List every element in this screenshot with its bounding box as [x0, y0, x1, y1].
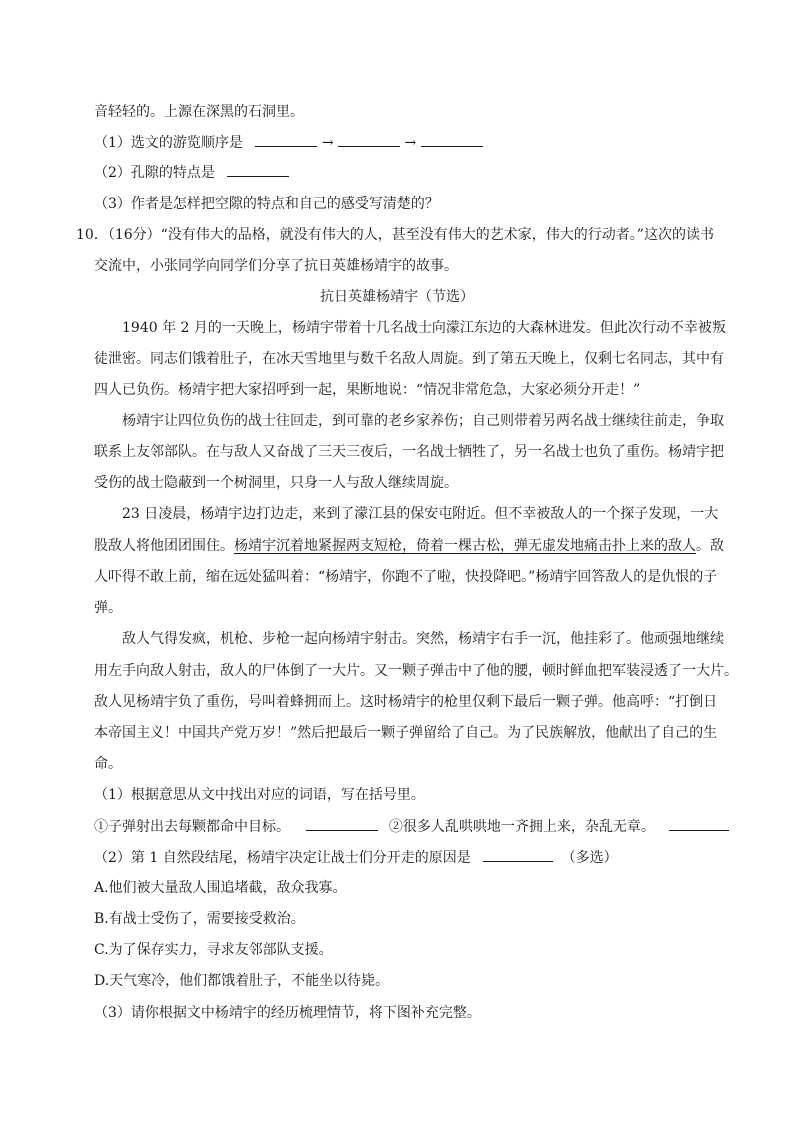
q10-sub2-label: （2）第 1 自然段结尾，杨靖宇决定让战士们分开走的原因是	[94, 850, 471, 866]
para-1-line-2: 徒泄密。同志们饿着肚子，在冰天雪地里与数千名敌人周旋。到了第五天晚上，仅剩七名同志，其中有	[94, 351, 724, 367]
option-a: A.他们被大量敌人围追堵截，敌众我寡。	[94, 880, 347, 896]
q9-sub2	[94, 162, 289, 182]
option-c: C.为了保存实力，寻求友邻部队支援。	[94, 942, 333, 958]
previous-passage-tail: 音轻轻的。上源在深黑的石洞里。	[94, 104, 304, 120]
para-3-line-4: 弹。	[94, 600, 122, 616]
q10-sub1-blank-b[interactable]	[669, 816, 729, 831]
q9-sub1-blank-2[interactable]	[338, 132, 400, 147]
q9-sub1-blank-1[interactable]	[255, 132, 317, 147]
q10-sub2-tag: （多选）	[561, 850, 618, 866]
para-4-line-5: 命。	[94, 756, 122, 772]
para-3-line-2-end: 。敌	[696, 538, 724, 554]
para-4-line-1: 敌人气得发疯，机枪、步枪一起向杨靖宇射击。突然，杨靖宇右手一沉，他挂彩了。他顽强地继续	[122, 631, 724, 647]
q9-sub1-blank-3[interactable]	[421, 132, 483, 147]
para-2-line-2: 联系上友邻部队。在与敌人又奋战了三天三夜后，一名战士牺牲了，另一名战士也负了重伤。杨靖宇把	[94, 444, 724, 460]
option-b: B.有战士受伤了，需要接受救治。	[94, 911, 305, 927]
q10-sub1: （1）根据意思从文中找出对应的词语，写在括号里。	[94, 787, 425, 803]
q10-sub1-item-a: ①子弹射出去每颗都命中目标。	[94, 819, 290, 835]
option-d: D.天气寒冷，他们都饿着肚子，不能坐以待毙。	[94, 973, 390, 989]
q10-intro-line-1: 10．（16分）“没有伟大的品格，就没有伟大的人，甚至没有伟大的艺术家，伟大的行动者。”这次的读书	[76, 227, 714, 243]
q10-sub1-item-b: ②很多人乱哄哄地一齐拥上来，杂乱无章。	[388, 819, 655, 835]
q10-sub2	[94, 847, 618, 867]
underlined-sentence: 杨靖宇沉着地紧握两支短枪，倚着一棵古松，弹无虚发地痛击扑上来的敌人	[234, 538, 696, 554]
para-3-line-2-start: 股敌人将他团团围住。	[94, 538, 234, 554]
para-1-line-3: 四人已负伤。杨靖宇把大家招呼到一起，果断地说：“情况非常危急，大家必须分开走！”	[94, 382, 641, 398]
arrow-1: →	[321, 135, 334, 151]
q10-sub1-items	[94, 816, 729, 836]
para-4-line-2: 用左手向敌人射击，敌人的尸体倒了一大片。又一颗子弹击中了他的腰，顿时鲜血把军装浸透了一大片。	[94, 663, 738, 679]
para-2-line-3: 受伤的战士隐蔽到一个树洞里，只身一人与敌人继续周旋。	[94, 475, 458, 491]
q10-sub3: （3）请你根据文中杨靖宇的经历梳理情节，将下图补充完整。	[94, 1005, 481, 1021]
q10-sub1-blank-a[interactable]	[306, 816, 378, 831]
para-3-line-2	[94, 536, 724, 556]
arrow-2: →	[404, 135, 417, 151]
para-4-line-3: 敌人见杨靖宇负了重伤，号叫着蜂拥而上。这时杨靖宇的枪里仅剩下最后一颗子弹。他高呼：“打倒日	[94, 694, 718, 710]
q9-sub1-label: （1）选文的游览顺序是	[94, 135, 243, 151]
para-3-line-1: 23 日凌晨，杨靖宇边打边走，来到了濛江县的保安屯附近。但不幸被敌人的一个探子发现，一大	[122, 506, 719, 522]
para-3-line-3: 人吓得不敢上前，缩在远处猛叫着：“杨靖宇，你跑不了啦，快投降吧。”杨靖宇回答敌人的是仇恨的子	[94, 569, 718, 585]
para-1-line-1: 1940 年 2 月的一天晚上，杨靖宇带着十几名战士向濛江东边的大森林进发。但此次行动不幸被叛	[122, 320, 726, 336]
para-2-line-1: 杨靖宇让四位负伤的战士往回走，到可靠的老乡家养伤；自己则带着另两名战士继续往前走，争取	[122, 413, 724, 429]
q10-sub2-blank[interactable]	[483, 847, 553, 862]
article-title: 抗日英雄杨靖宇（节选）	[320, 289, 474, 305]
q9-sub2-blank[interactable]	[227, 162, 289, 177]
q9-sub3: （3）作者是怎样把空隙的特点和自己的感受写清楚的？	[94, 196, 439, 212]
q10-intro-line-2: 交流中，小张同学向同学们分享了抗日英雄杨靖宇的故事。	[94, 258, 458, 274]
q9-sub2-label: （2）孔隙的特点是	[94, 165, 215, 181]
para-4-line-4: 本帝国主义！中国共产党万岁！”然后把最后一颗子弹留给了自己。为了民族解放，他献出了自己的生	[94, 725, 718, 741]
q9-sub1	[94, 132, 483, 152]
